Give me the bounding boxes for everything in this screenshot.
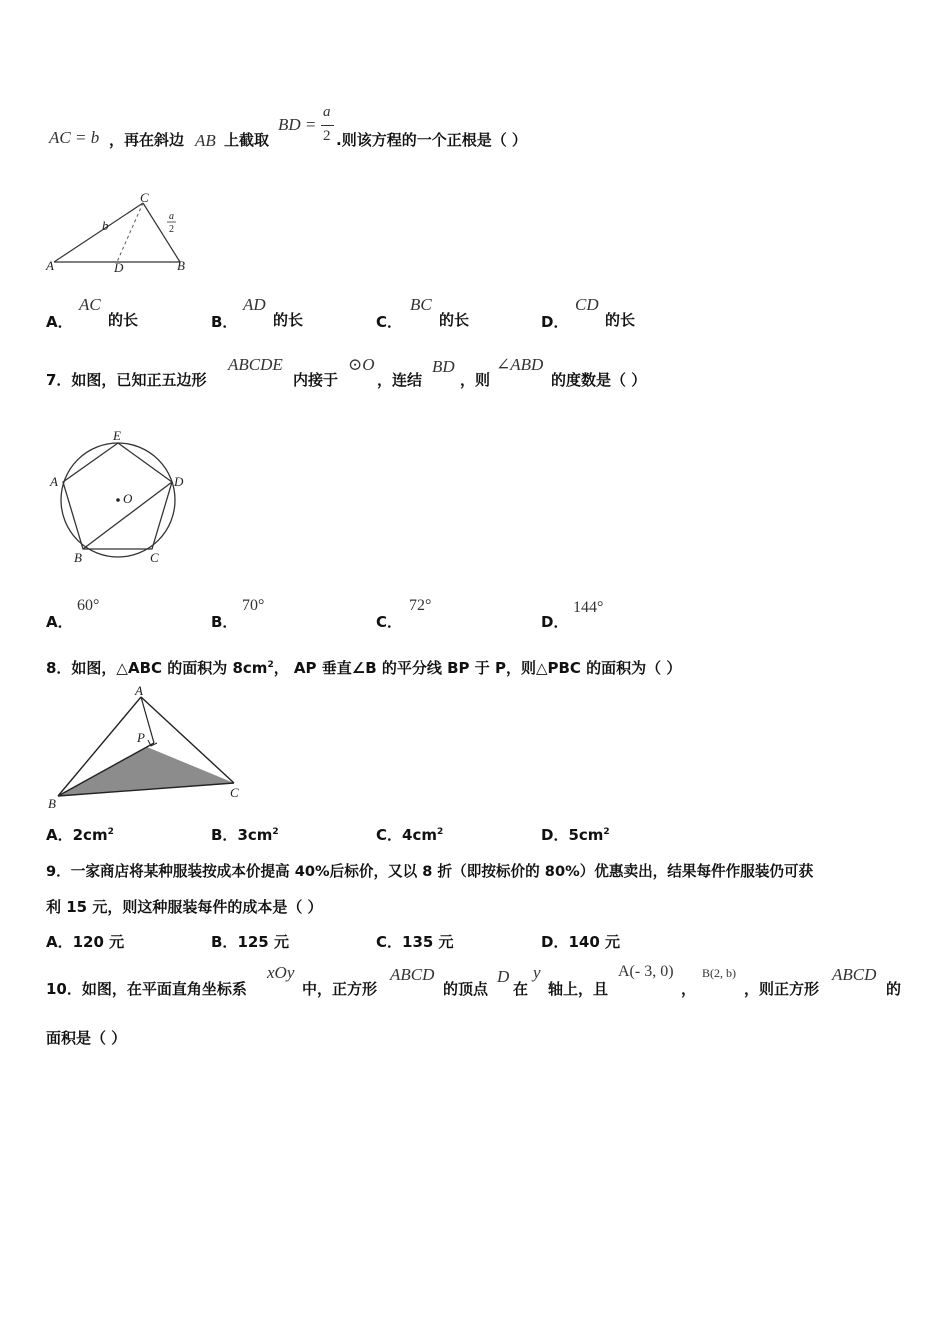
option-value: 3cm [237, 826, 273, 844]
option-suffix: 的长 [605, 311, 636, 329]
q7-pentagon-figure [46, 428, 196, 568]
option-letter: D． [541, 313, 569, 331]
math-point-b: B(2, b) [702, 966, 736, 980]
q6-text-1: ，再在斜边 [109, 131, 185, 149]
label-b: B [177, 258, 185, 273]
option-value: 70° [242, 597, 265, 614]
q8-text-a: 8．如图，△ABC 的面积为 8cm [46, 659, 268, 677]
option-value: 135 元 [402, 933, 454, 951]
option-suffix: 的长 [108, 311, 139, 329]
option-math: BC [410, 295, 432, 314]
q10-text-5: ， [681, 980, 697, 998]
q10-text-3: 在 [513, 980, 529, 998]
q8-sup: 2 [267, 660, 274, 670]
math-circle-o: ⊙O [348, 355, 375, 374]
q10-text-2: 的顶点 [443, 980, 489, 998]
option-letter: B． [211, 613, 238, 631]
option-suffix: 的长 [439, 311, 470, 329]
math-xoy: xOy [267, 963, 295, 982]
math-ab: AB [195, 131, 216, 150]
option-d[interactable] [541, 824, 610, 845]
q8-text-b: ， AP 垂直∠B 的平分线 BP 于 P，则△PBC 的面积为（ ） [273, 659, 682, 677]
math-ac-eq-b: AC = b [49, 128, 100, 147]
label-b: B [74, 550, 82, 565]
center-point [116, 498, 120, 502]
label-a: A [46, 258, 54, 273]
q7-text-3: ，则 [460, 371, 491, 389]
option-value: 140 元 [568, 933, 620, 951]
frac-numerator: a [323, 104, 331, 120]
option-d[interactable] [541, 931, 620, 952]
q10-text-7: 的 [886, 980, 902, 998]
option-sup: 2 [272, 827, 279, 837]
math-d: D [497, 967, 510, 986]
option-letter: B． [211, 313, 238, 331]
option-sup: 2 [107, 827, 114, 837]
label-side-2: 2 [169, 224, 174, 235]
option-b[interactable] [211, 931, 289, 952]
label-e: E [113, 428, 121, 443]
option-letter: C． [376, 313, 403, 331]
label-d: D [114, 260, 124, 274]
label-b: B [48, 796, 56, 811]
option-math: AC [79, 295, 101, 314]
q10-text-1: 中，正方形 [302, 980, 378, 998]
label-side-a: a [169, 211, 174, 222]
option-suffix: 的长 [273, 311, 304, 329]
math-abcd: ABCD [390, 965, 435, 984]
option-c[interactable] [376, 824, 443, 845]
option-letter: A． [46, 313, 73, 331]
math-abcd-2: ABCD [832, 965, 877, 984]
option-value: 2cm [72, 826, 108, 844]
label-c: C [140, 192, 149, 205]
option-math: CD [575, 295, 599, 314]
option-value: 60° [77, 597, 100, 614]
math-angle-abd: ∠ABD [496, 355, 544, 374]
q8-triangle-figure [44, 684, 254, 812]
option-math: AD [243, 295, 266, 314]
q8-stem [46, 657, 681, 678]
math-point-a: A(- 3, 0) [618, 963, 674, 980]
option-value: 120 元 [72, 933, 125, 951]
option-letter: C． [376, 933, 403, 951]
math-abcde: ABCDE [228, 355, 283, 374]
label-c: C [230, 785, 239, 800]
q7-text-2: ，连结 [377, 371, 423, 389]
option-sup: 2 [436, 827, 444, 837]
label-a: A [50, 474, 58, 489]
label-d: D [174, 474, 184, 489]
option-letter: C． [376, 826, 403, 844]
label-a: A [135, 684, 143, 698]
option-value: 4cm [402, 826, 437, 844]
q10-text-4: 轴上，且 [548, 980, 609, 998]
option-letter: C． [376, 613, 403, 631]
option-letter: D． [541, 613, 569, 631]
option-letter: B． [211, 933, 238, 951]
q6-text-3: .则该方程的一个正根是（ ） [336, 131, 527, 149]
fraction-bar [321, 125, 334, 126]
option-letter: B． [211, 826, 238, 844]
option-letter: A． [46, 613, 73, 631]
q9-line-2: 利 15 元，则这种服装每件的成本是（ ） [46, 898, 323, 916]
q7-number: 7．如图，已知正五边形 [46, 371, 207, 389]
q6-text-2: 上截取 [224, 131, 270, 149]
label-p: P [137, 730, 145, 745]
shaded-triangle-pbc [58, 747, 234, 796]
q10-line-2: 面积是（ ） [46, 1029, 127, 1047]
q7-text-4: 的度数是（ ） [551, 371, 647, 389]
label-o: O [123, 491, 133, 506]
option-value: 144° [573, 599, 604, 616]
q10-number: 10．如图，在平面直角坐标系 [46, 980, 247, 998]
option-a[interactable] [46, 824, 114, 845]
option-letter: A． [46, 933, 73, 951]
q10-text-6: ，则正方形 [744, 980, 820, 998]
q9-line-1: 9．一家商店将某种服装按成本价提高 40%后标价，又以 8 折（即按标价的 80%）优惠卖出，结果每件作服装仍可获 [46, 863, 814, 880]
frac-denominator: 2 [323, 128, 331, 144]
segment-cb [143, 203, 180, 262]
option-letter: D． [541, 933, 569, 951]
math-bd-eq: BD = [278, 115, 317, 134]
math-y: y [533, 963, 541, 982]
option-sup: 2 [603, 827, 610, 837]
math-bd: BD [432, 357, 455, 376]
option-a[interactable] [46, 931, 124, 952]
option-value: 125 元 [237, 933, 289, 951]
option-value: 72° [409, 597, 432, 614]
option-value: 5cm [568, 826, 604, 844]
option-c[interactable] [376, 931, 454, 952]
option-b[interactable] [211, 824, 279, 845]
label-side-b: b [102, 218, 109, 233]
option-letter: D． [541, 826, 569, 844]
label-c: C [150, 550, 159, 565]
q7-text-1: 内接于 [293, 371, 339, 389]
q6-triangle-figure [44, 192, 194, 274]
option-letter: A． [46, 826, 73, 844]
